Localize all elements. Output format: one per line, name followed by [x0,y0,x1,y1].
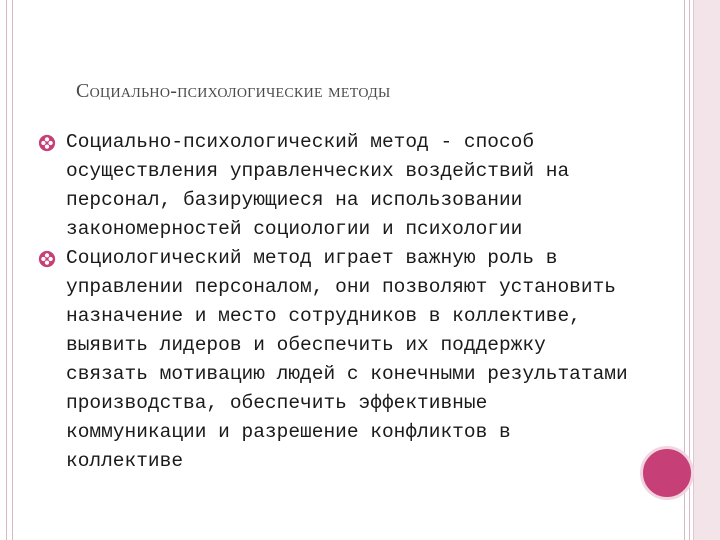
flower-bullet-icon [38,134,56,152]
frame-line-left-outer [6,0,7,540]
frame-band-right [693,0,720,540]
bullet-text-1: Социально-психологический метод - способ осуществления управленческих воздействий на персонал, базирующиеся на использовании закономерностей социологии и психологии [66,131,570,240]
flower-bullet-icon [38,250,56,268]
slide-title: Социально-психологические методы [76,80,391,102]
frame-line-left-inner [12,0,13,540]
bullet-list [38,128,638,476]
decorative-circle [640,446,694,500]
bullet-item-2 [38,244,638,476]
bullet-text-2: Социологический метод играет важную роль в управлении персоналом, они позволяют установить назначение и место сотрудников в коллективе, выявить лидеров и обеспечить их поддержку связать мотивацию людей с конечными результатами производства, обеспечить эффективные коммуникации и разрешение конфликтов в коллективе [66,247,628,472]
bullet-item-1 [38,128,638,244]
